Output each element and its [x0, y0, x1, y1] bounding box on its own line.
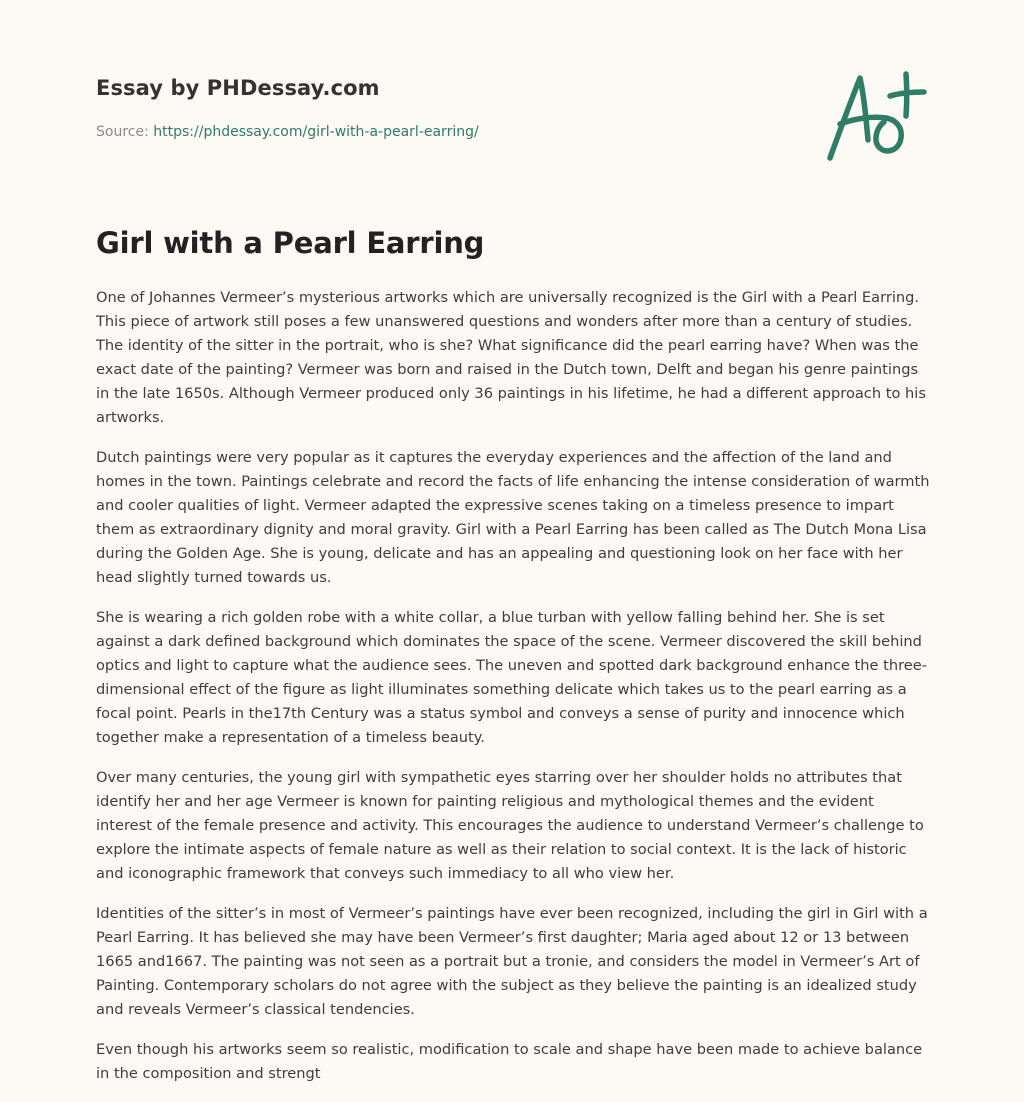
essay-paragraph: She is wearing a rich golden robe with a white collar, a blue turban with yellow falling behind her. She is set against a dark defined background which dominates the space of the scene. Vermeer discovered the skill behind optics and light to capture what the audience sees. The uneven and spotted dark background enhance the three-dimensional effect of the figure as light illuminates something delicate which takes us to the pearl earring as a focal point. Pearls in the17th Century was a status symbol and conveys a sense of purity and innocence which together make a representation of a timeless beauty.: [96, 609, 928, 746]
essay-paragraph: Identities of the sitter’s in most of Vermeer’s paintings have ever been recognized, including the girl in Girl with a Pearl Earring. It has believed she may have been Vermeer’s first daughter; Maria aged about 12 or 13 between 1665 and1667. The painting was not seen as a portrait but a tronie, and considers the model in Vermeer’s Art of Painting. Contemporary scholars do not agree with the subject as they believe the painting is an idealized study and reveals Vermeer’s classical tendencies.: [96, 905, 928, 1018]
essay-title: Girl with a Pearl Earring: [96, 226, 485, 260]
essay-body: [96, 286, 932, 1102]
source-label: Source:: [96, 124, 149, 140]
source-link[interactable]: https://phdessay.com/girl-with-a-pearl-earring/: [153, 124, 479, 140]
a-plus-logo-icon: [820, 66, 932, 166]
site-title: Essay by PHDessay.com: [96, 76, 380, 100]
essay-paragraph: One of Johannes Vermeer’s mysterious artworks which are universally recognized is the Girl with a Pearl Earring. This piece of artwork still poses a few unanswered questions and wonders after more than a century of studies. The identity of the sitter in the portrait, who is she? What significance did the pearl earring have? When was the exact date of the painting? Vermeer was born and raised in the Dutch town, Delft and began his genre paintings in the late 1650s. Although Vermeer produced only 36 paintings in his lifetime, he had a different approach to his artworks.: [96, 289, 926, 426]
essay-paragraph: Over many centuries, the young girl with sympathetic eyes starring over her shoulder holds no attributes that identify her and her age Vermeer is known for painting religious and mythological themes and the evident interest of the female presence and activity. This encourages the audience to understand Vermeer’s challenge to explore the intimate aspects of female nature as well as their relation to social context. It is the lack of historic and iconographic framework that conveys such immediacy to all who view her.: [96, 769, 924, 882]
source-line: [96, 124, 479, 140]
essay-paragraph: Even though his artworks seem so realistic, modification to scale and shape have been made to achieve balance in the composition and strengt: [96, 1041, 923, 1082]
essay-paragraph: Dutch paintings were very popular as it captures the everyday experiences and the affection of the land and homes in the town. Paintings celebrate and record the facts of life enhancing the intense consideration of warmth and cooler qualities of light. Vermeer adapted the expressive scenes taking on a timeless presence to impart them as extraordinary dignity and moral gravity. Girl with a Pearl Earring has been called as The Dutch Mona Lisa during the Golden Age. She is young, delicate and has an appealing and questioning look on her face with her head slightly turned towards us.: [96, 449, 930, 586]
